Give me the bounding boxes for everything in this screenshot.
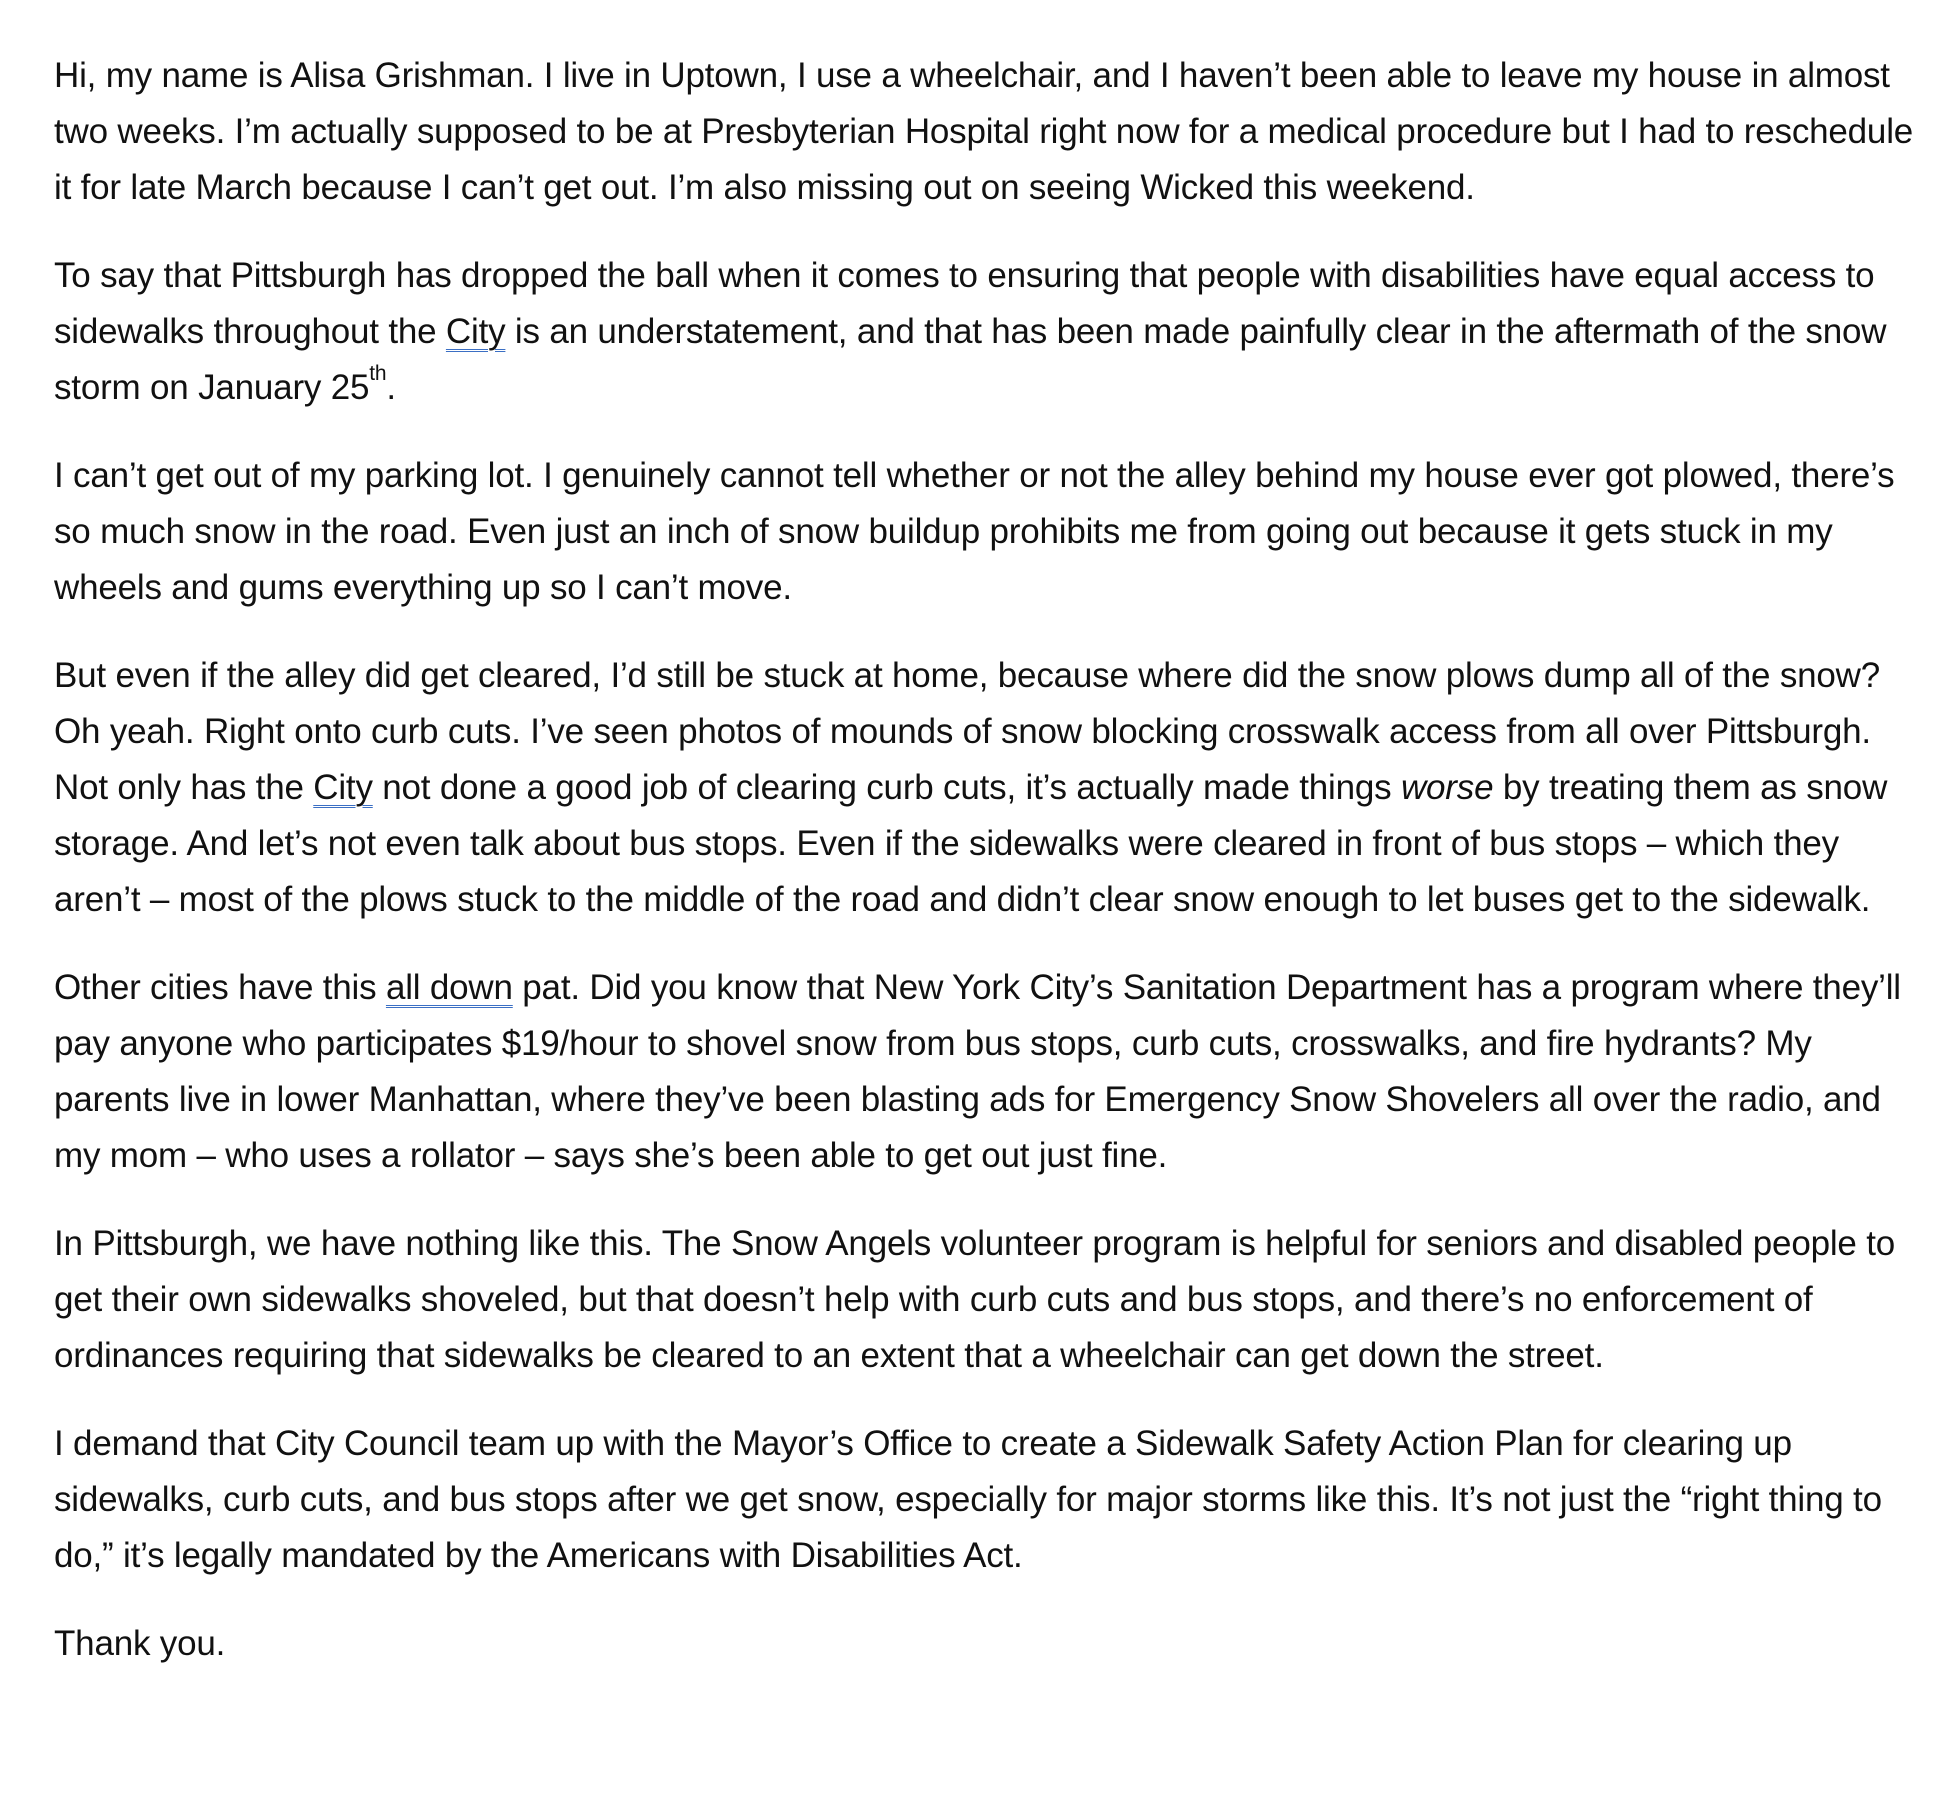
paragraph-parking [54, 448, 1914, 616]
paragraph-text: not done a good job of clearing curb cuts, it’s actually made things [372, 768, 1401, 807]
paragraph-text: is an understatement, and that has been made painfully clear in the aftermath of the snow storm on January 25 [54, 312, 1887, 407]
grammar-flagged-phrase[interactable]: all down [385, 968, 513, 1007]
document-body [54, 48, 1914, 1704]
paragraph-text: . [386, 368, 396, 407]
ordinal-superscript: th [369, 362, 387, 386]
paragraph-pittsburgh [54, 1216, 1914, 1384]
paragraph-text: pat. Did you know that New York City’s Sanitation Department has a program where they’ll pay anyone who participates $19/hour to shovel snow from bus stops, curb cuts, crosswalks, and fire hydrants? My parents live in lower Manhattan, where they’ve been blasting ads for Emergency Snow Shovelers all over the radio, and my mom – who uses a rollator – says she’s been able to get out just fine. [54, 968, 1901, 1175]
paragraph-text: I demand that City Council team up with the Mayor’s Office to create a Sidewalk Safety Action Plan for clearing up sidewalks, curb cuts, and bus stops after we get snow, especially for major storms like this. It’s not just the “right thing to do,” it’s legally mandated by the Americans with Disabilities Act. [54, 1424, 1882, 1575]
paragraph-other-cities [54, 960, 1914, 1184]
paragraph-text: by treating them as snow storage. And let’s not even talk about bus stops. Even if the sidewalks were cleared in front of bus stops – which they aren’t – most of the plows stuck to the middle of the road and didn’t clear snow enough to let buses get to the sidewalk. [54, 768, 1888, 919]
paragraph-text: I can’t get out of my parking lot. I genuinely cannot tell whether or not the alley behind my house ever got plowed, there’s so much snow in the road. Even just an inch of snow buildup prohibits me from going out because it gets stuck in my wheels and gums everything up so I can’t move. [54, 456, 1895, 607]
paragraph-text: But even if the alley did get cleared, I’d still be stuck at home, because where did the snow plows dump all of the snow? Oh yeah. Right onto curb cuts. I’ve seen photos of mounds of snow blocking crosswalk access from all over Pittsburgh. Not only has the [54, 656, 1881, 807]
paragraph-text: To say that Pittsburgh has dropped the ball when it comes to ensuring that people with disabilities have equal access to sidewalks throughout the [54, 256, 1875, 351]
paragraph-curb-cuts [54, 648, 1914, 928]
paragraph-intro [54, 48, 1914, 216]
paragraph-text: Other cities have this [54, 968, 386, 1007]
italic-emphasis: worse [1400, 768, 1494, 807]
grammar-flagged-word[interactable]: City [313, 768, 373, 807]
paragraph-demand [54, 1416, 1914, 1584]
grammar-flagged-word[interactable]: City [445, 312, 506, 351]
paragraph-closing [54, 1616, 1914, 1672]
paragraph-access [54, 248, 1914, 416]
paragraph-text: Thank you. [54, 1624, 226, 1663]
paragraph-text: In Pittsburgh, we have nothing like this. The Snow Angels volunteer program is helpful for seniors and disabled people to get their own sidewalks shoveled, but that doesn’t help with curb cuts and bus stops, and there’s no enforcement of ordinances requiring that sidewalks be cleared to an extent that a wheelchair can get down the street. [54, 1224, 1896, 1375]
paragraph-text: Hi, my name is Alisa Grishman. I live in Uptown, I use a wheelchair, and I haven’t been able to leave my house in almost two weeks. I’m actually supposed to be at Presbyterian Hospital right now for a medical procedure but I had to reschedule it for late March because I can’t get out. I’m also missing out on seeing Wicked this weekend. [54, 56, 1914, 207]
